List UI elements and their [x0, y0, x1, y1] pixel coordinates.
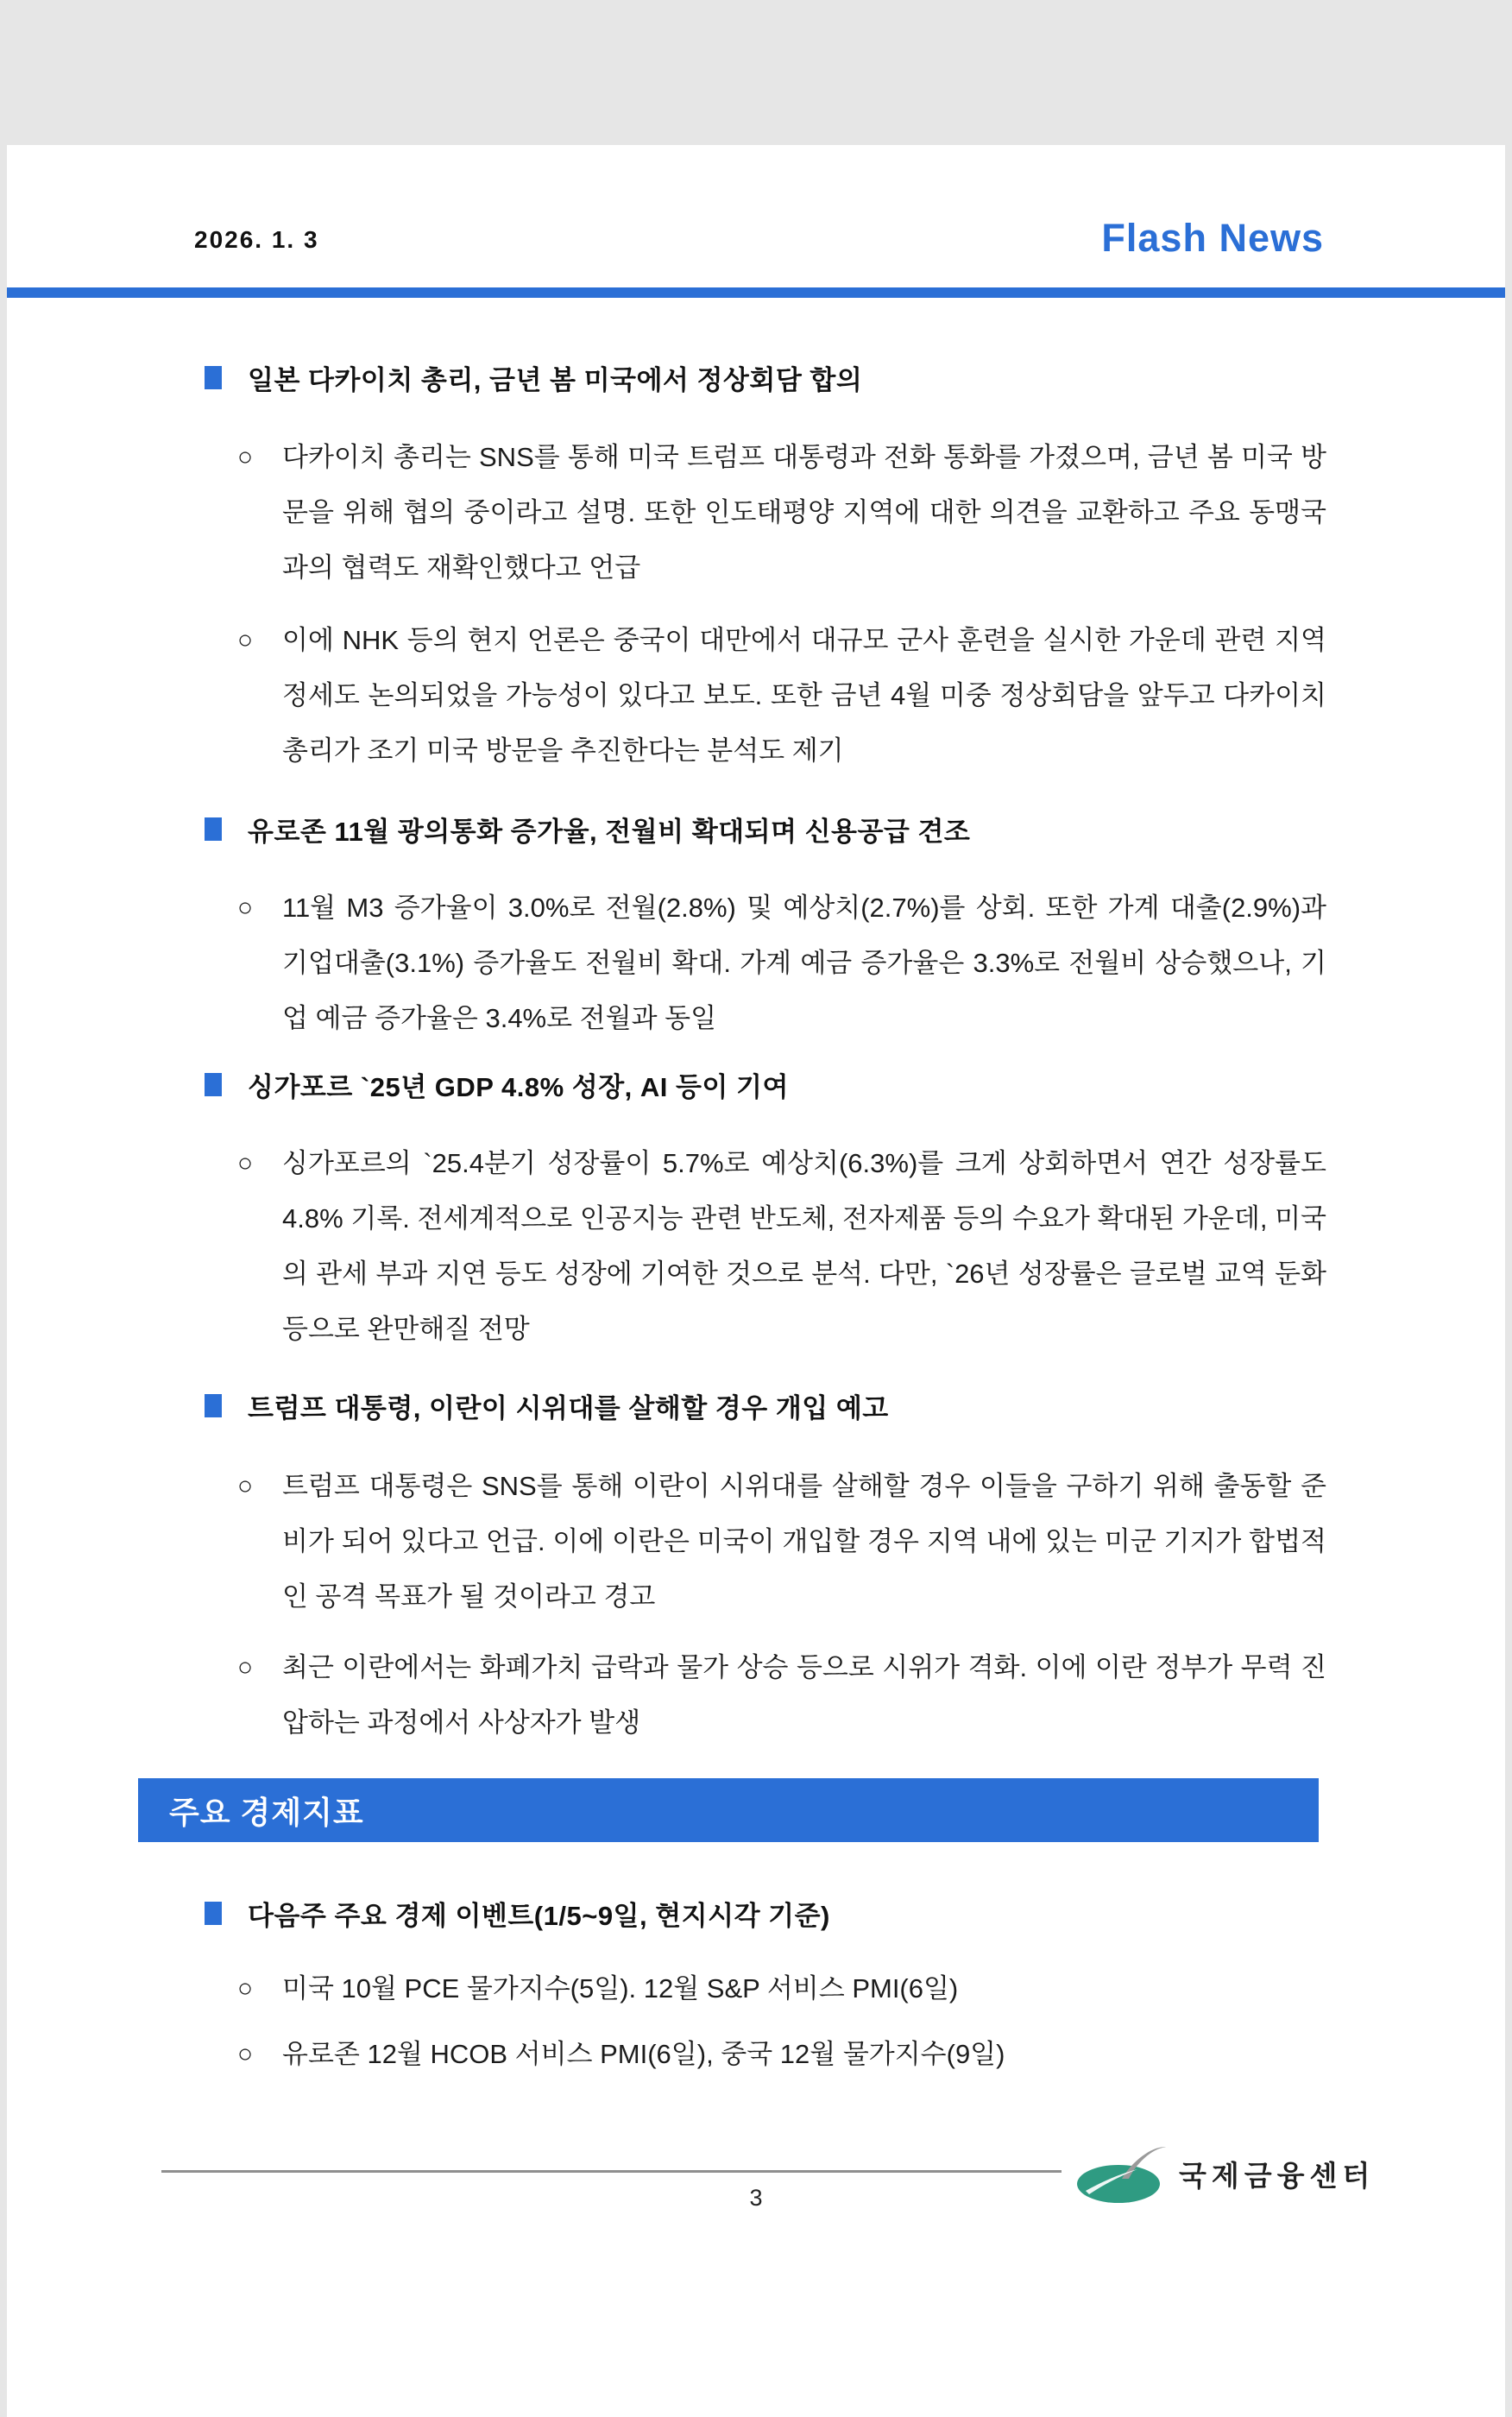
section-heading-text: 다음주 주요 경제 이벤트(1/5~9일, 현지시각 기준): [248, 1901, 830, 1931]
circle-bullet-icon: ○: [237, 1974, 254, 2003]
masthead-title: Flash News: [1101, 216, 1324, 260]
economic-indicators-banner: [138, 1778, 1319, 1842]
event-item: [205, 2027, 1326, 2082]
kcif-logo-text: 국제금융센터: [1179, 2159, 1376, 2192]
paragraph-text: 최근 이란에서는 화폐가치 급락과 물가 상승 등으로 시위가 격화. 이에 이란 정부가 무력 진압하는 과정에서 사상자가 발생: [282, 1652, 1326, 1738]
section-heading-trump-iran: [205, 1386, 1326, 1425]
section-bullet-icon: [205, 1394, 222, 1417]
circle-bullet-icon: ○: [237, 443, 254, 471]
section-heading-events: [205, 1894, 1326, 1933]
paragraph: [205, 1459, 1326, 1625]
report-date: 2026. 1. 3: [194, 226, 319, 253]
paragraph: [205, 430, 1326, 596]
circle-bullet-icon: ○: [237, 626, 254, 654]
section-bullet-icon: [205, 366, 222, 389]
paragraph: [205, 1640, 1326, 1751]
section-heading-eurozone: [205, 810, 1326, 849]
circle-bullet-icon: ○: [237, 1653, 254, 1682]
paragraph: [205, 613, 1326, 779]
circle-bullet-icon: ○: [237, 1149, 254, 1177]
header-divider: [7, 287, 1505, 298]
paragraph: [205, 880, 1326, 1046]
section-bullet-icon: [205, 1902, 222, 1925]
paragraph-text: 트럼프 대통령은 SNS를 통해 이란이 시위대를 살해할 경우 이들을 구하기 위해 출동할 준비가 되어 있다고 언급. 이에 이란은 미국이 개입할 경우 지역 내에 있는 미군 기지가 합법적인 공격 목표가 될 것이라고 경고: [282, 1471, 1326, 1612]
section-heading-text: 유로존 11월 광의통화 증가율, 전월비 확대되며 신용공급 견조: [248, 817, 971, 847]
paragraph-text: 11월 M3 증가율이 3.0%로 전월(2.8%) 및 예상치(2.7%)를 상회. 또한 가계 대출(2.9%)과 기업대출(3.1%) 증가율도 전월비 확대. 가계 예금 증가율은 3.3%로 전월비 상승했으나, 기업 예금 증가율은 3.4%로 전월과 동일: [282, 893, 1326, 1033]
section-bullet-icon: [205, 817, 222, 841]
circle-bullet-icon: ○: [237, 2040, 254, 2068]
paragraph-text: 다카이치 총리는 SNS를 통해 미국 트럼프 대통령과 전화 통화를 가졌으며, 금년 봄 미국 방문을 위해 협의 중이라고 설명. 또한 인도태평양 지역에 대한 의견을 교환하고 주요 동맹국과의 협력도 재확인했다고 언급: [282, 442, 1326, 583]
section-heading-japan: [205, 358, 1326, 397]
circle-bullet-icon: ○: [237, 1472, 254, 1500]
paragraph: [205, 1136, 1326, 1357]
section-heading-text: 싱가포르 `25년 GDP 4.8% 성장, AI 등이 기여: [248, 1072, 789, 1102]
section-heading-singapore: [205, 1065, 1326, 1104]
page-number: 3: [749, 2185, 763, 2211]
event-item: [205, 1961, 1326, 2016]
section-bullet-icon: [205, 1073, 222, 1096]
banner-label: 주요 경제지표: [169, 1794, 364, 1830]
event-item-text: 유로존 12월 HCOB 서비스 PMI(6일), 중국 12월 물가지수(9일): [282, 2039, 1005, 2069]
section-heading-text: 트럼프 대통령, 이란이 시위대를 살해할 경우 개입 예고: [248, 1393, 889, 1423]
paragraph-text: 이에 NHK 등의 현지 언론은 중국이 대만에서 대규모 군사 훈련을 실시한 가운데 관련 지역 정세도 논의되었을 가능성이 있다고 보도. 또한 금년 4월 미중 정상회담을 앞두고 다카이치 총리가 조기 미국 방문을 추진한다는 분석도 제기: [282, 625, 1326, 766]
circle-bullet-icon: ○: [237, 893, 254, 922]
footer-divider: [161, 2170, 1062, 2173]
section-heading-text: 일본 다카이치 총리, 금년 봄 미국에서 정상회담 합의: [248, 365, 863, 395]
paragraph-text: 싱가포르의 `25.4분기 성장률이 5.7%로 예상치(6.3%)를 크게 상회하면서 연간 성장률도 4.8% 기록. 전세계적으로 인공지능 관련 반도체, 전자제품 등의 수요가 확대된 가운데, 미국의 관세 부과 지연 등도 성장에 기여한 것으로 분석. 다만, `26년 성장률은 글로벌 교역 둔화 등으로 완만해질 전망: [282, 1148, 1326, 1344]
document-page: [7, 145, 1505, 2417]
event-item-text: 미국 10월 PCE 물가지수(5일). 12월 S&P 서비스 PMI(6일): [282, 1973, 959, 2004]
